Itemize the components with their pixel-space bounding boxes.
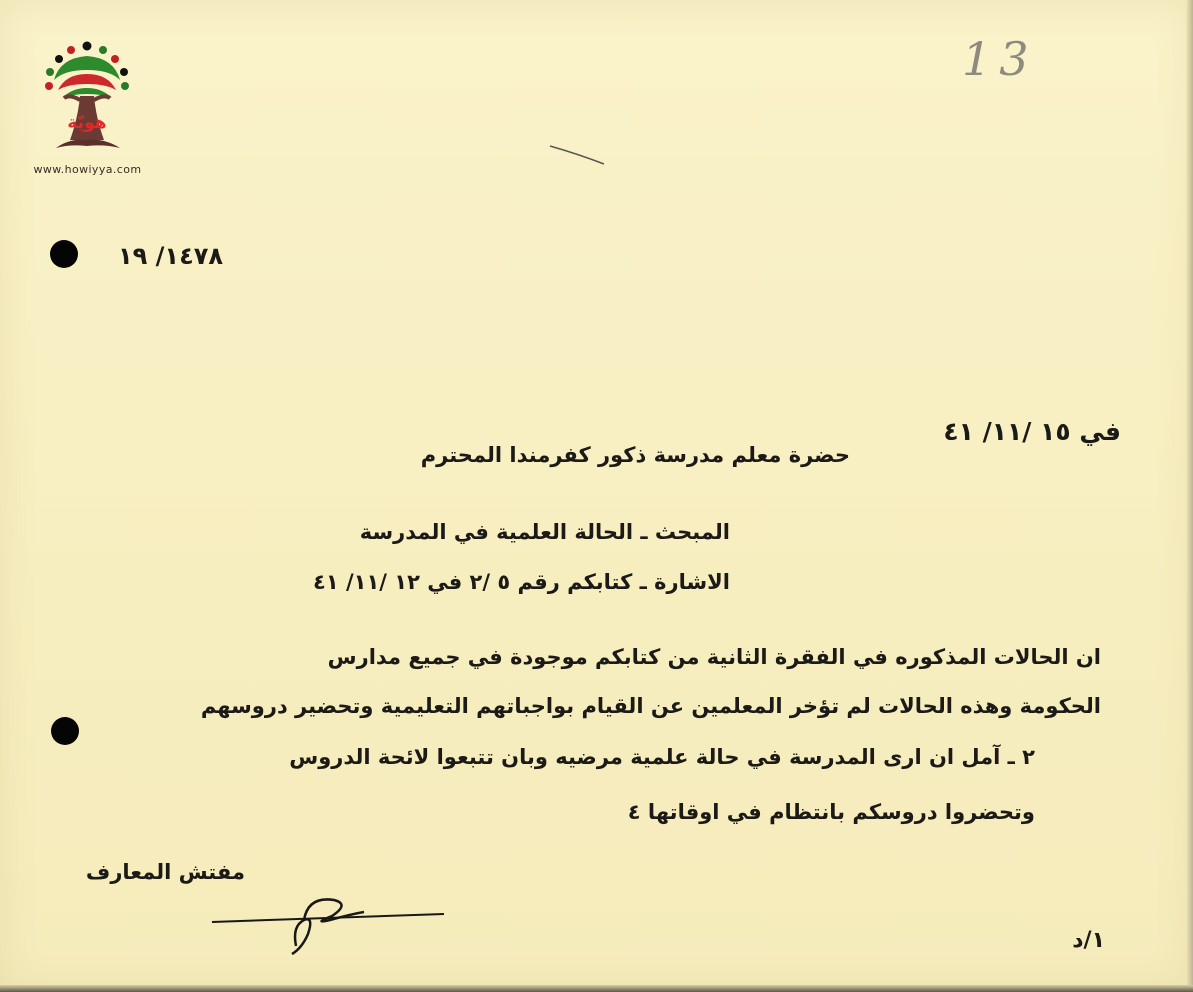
signature-title: مفتش المعارف (85, 860, 245, 884)
punch-hole-middle (51, 717, 79, 745)
page-edge-right (1186, 0, 1193, 992)
logo-brand-text: هويّة (67, 113, 107, 133)
reference-number: ١٤٧٨/ ١٩ (118, 242, 224, 270)
letter-date: في ١٥ /١١/ ٤١ (943, 417, 1121, 446)
letter-addressee: حضرة معلم مدرسة ذكور كفرمندا المحترم (420, 443, 850, 467)
corner-mark: ١/د (1072, 928, 1105, 953)
howiyya-logo (20, 40, 155, 180)
body-line-3: ٢ ـ آمل ان ارى المدرسة في حالة علمية مرضيه وبان تتبعوا لائحة الدروس (289, 745, 1035, 769)
page-edge-bottom (0, 985, 1193, 992)
stray-pen-mark (548, 140, 608, 170)
body-line-2: الحكومة وهذه الحالات لم تؤخر المعلمين عن القيام بواجباتهم التعليمية وتحضير دروسهم (200, 694, 1101, 718)
body-line-1: ان الحالات المذكوره في الفقرة الثانية من كتابكم موجودة في جميع مدارس (327, 645, 1101, 669)
page-number: 13 (962, 32, 1037, 86)
body-line-4: وتحضروا دروسكم بانتظام في اوقاتها ٤ (627, 800, 1035, 824)
handwritten-signature (212, 890, 452, 960)
letter-subject: المبحث ـ الحالة العلمية في المدرسة (359, 520, 730, 544)
punch-hole-top (50, 240, 78, 268)
letter-reference: الاشارة ـ كتابكم رقم ٥ /٢ في ١٢ /١١/ ٤١ (313, 570, 730, 594)
logo-url: www.howiyya.com (33, 163, 142, 176)
howiyya-tree-logo-icon (40, 40, 135, 158)
